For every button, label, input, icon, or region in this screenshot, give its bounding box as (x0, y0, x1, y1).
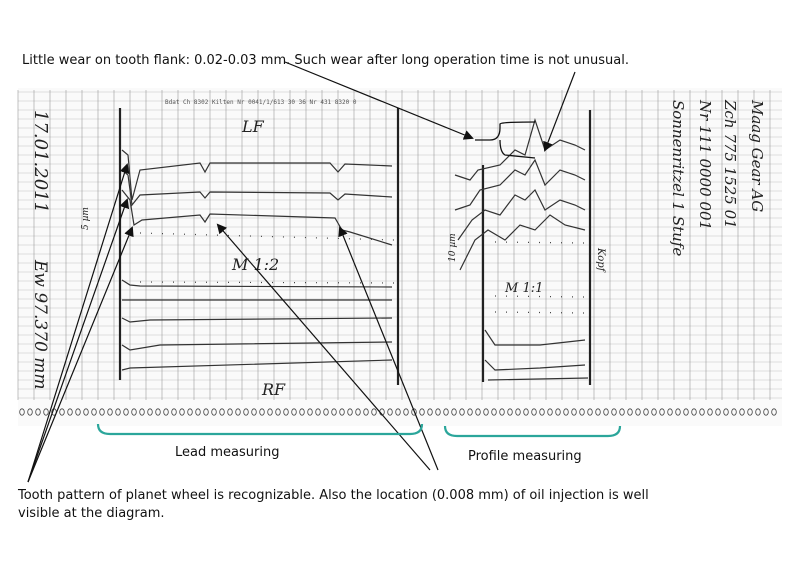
drawing-number-text: Zch 775 1525 01 (721, 100, 739, 229)
annotation-bottom-line2: visible at the diagram. (18, 506, 165, 521)
part-number-text: Nr 111 0000 001 (696, 100, 714, 231)
company-text: Maag Gear AG (748, 100, 766, 213)
scale-profile: M 1:1 (505, 281, 544, 296)
annotation-top: Little wear on tooth flank: 0.02-0.03 mm. Such wear after long operation time is not unusual. (22, 53, 629, 68)
profile-measuring-label: Profile measuring (468, 449, 582, 464)
note-text: Sonnenritzel 1 Stufe (669, 100, 687, 257)
date-text: 17.01.2011 (30, 110, 51, 214)
lf-label: LF (242, 117, 264, 136)
scale-mark-profile: 10 µm (448, 233, 458, 262)
scale-mark-left: 5 µm (81, 207, 91, 230)
scale-lead: M 1:2 (232, 255, 280, 274)
rf-label: RF (262, 380, 286, 399)
kopf-label: Kopf (595, 248, 606, 272)
diameter-text: Ew 97.370 mm (30, 260, 50, 390)
lead-measuring-label: Lead measuring (175, 445, 280, 460)
profile-bracket (445, 426, 620, 436)
print-header: Bdat Ch 8302 Kilten Nr 0041/1/613 30 36 Nr 431 8320 0 (165, 99, 357, 106)
annotation-bottom-line1: Tooth pattern of planet wheel is recognizable. Also the location (0.008 mm) of oil injection is well (18, 488, 649, 503)
